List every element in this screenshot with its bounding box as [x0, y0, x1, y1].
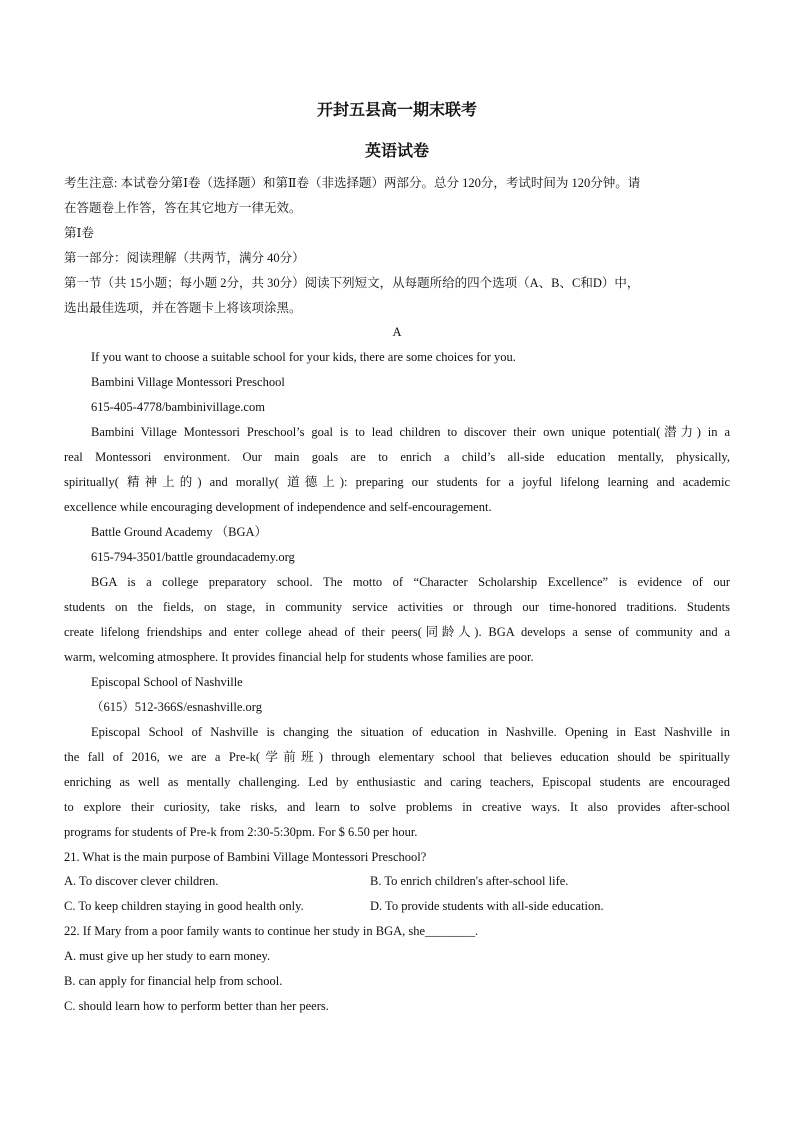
paragraph-line: Bambini Village Montessori Preschool’s goal is to lead children to discover their own unique potential(潜力) in a — [91, 425, 730, 439]
paragraph-line: enriching as well as mentally challenging. Led by enthusiastic and caring teachers, Episcopal students are encouraged — [64, 775, 730, 789]
school-name: Battle Ground Academy （BGA） — [91, 525, 268, 539]
school-name: Bambini Village Montessori Preschool — [91, 375, 285, 389]
part-heading: 第一部分：阅读理解（共两节，满分 40分） — [64, 251, 305, 265]
question-21-stem: 21. What is the main purpose of Bambini Village Montessori Preschool? — [64, 850, 427, 864]
question-21-option-b: B. To enrich children's after-school life. — [370, 874, 569, 888]
passage-letter: A — [392, 325, 402, 339]
question-22-option-a: A. must give up her study to earn money. — [64, 949, 271, 963]
question-22-option-c: C. should learn how to perform better than her peers. — [64, 999, 329, 1013]
paragraph-line: programs for students of Pre-k from 2:30-5:30pm. For $ 6.50 per hour. — [64, 825, 418, 839]
question-21-option-c: C. To keep children staying in good health only. — [64, 899, 304, 913]
paragraph-line: students on the fields, on stage, in community service activities or through our time-honored traditions. Students — [64, 600, 730, 614]
question-21-option-a: A. To discover clever children. — [64, 874, 219, 888]
paragraph-line: BGA is a college preparatory school. The motto of “Character Scholarship Excellence” is evidence of our — [91, 575, 730, 589]
section-instructions-2: 选出最佳选项，并在答题卡上将该项涂黑。 — [64, 301, 302, 315]
paragraph-line: Episcopal School of Nashville is changing the situation of education in Nashville. Opening in East Nashville in — [91, 725, 730, 739]
paragraph-line: to explore their curiosity, take risks, and learn to solve problems in creative ways. It also provides after-school — [64, 800, 730, 814]
section-instructions-1: 第一节（共 15小题；每小题 2分，共 30分）阅读下列短文，从每题所给的四个选项（A、B、C和D）中， — [64, 276, 640, 290]
question-22-option-b: B. can apply for financial help from school. — [64, 974, 283, 988]
passage-intro: If you want to choose a suitable school for your kids, there are some choices for you. — [91, 350, 516, 364]
question-21-option-d: D. To provide students with all-side education. — [370, 899, 604, 913]
volume-label: 第Ⅰ卷 — [64, 226, 94, 240]
paragraph-line: excellence while encouraging development of independence and self-encouragement. — [64, 500, 492, 514]
exam-subtitle: 英语试卷 — [364, 141, 429, 160]
school-name: Episcopal School of Nashville — [91, 675, 243, 689]
notice-line-2: 在答题卷上作答，答在其它地方一律无效。 — [64, 201, 302, 215]
paragraph-line: create lifelong friendships and enter college ahead of their peers(同龄人). BGA develops a sense of community and a — [64, 625, 730, 639]
notice-line-1: 考生注意: 本试卷分第Ⅰ卷（选择题）和第Ⅱ卷（非选择题）两部分。总分 120分，考试时间为 120分钟。请 — [64, 176, 641, 190]
paragraph-line: the fall of 2016, we are a Pre-k(学前班) through elementary school that believes education should be spiritually — [64, 750, 730, 764]
paragraph-line: real Montessori environment. Our main goals are to enrich a child’s all-side education mentally, physically, — [64, 450, 730, 464]
school-contact: 615-794-3501/battle groundacademy.org — [91, 550, 295, 564]
school-contact: 615-405-4778/bambinivillage.com — [91, 400, 265, 414]
school-contact: （615）512-366S/esnashville.org — [91, 700, 262, 714]
question-22-stem: 22. If Mary from a poor family wants to continue her study in BGA, she________. — [64, 924, 479, 938]
paragraph-line: spiritually( 精神上的) and morally( 道德上): preparing our students for a joyful lifelong learning and academic — [64, 475, 730, 489]
exam-title: 开封五县高一期末联考 — [316, 100, 477, 119]
paragraph-line: warm, welcoming atmosphere. It provides financial help for students whose families are poor. — [64, 650, 534, 664]
